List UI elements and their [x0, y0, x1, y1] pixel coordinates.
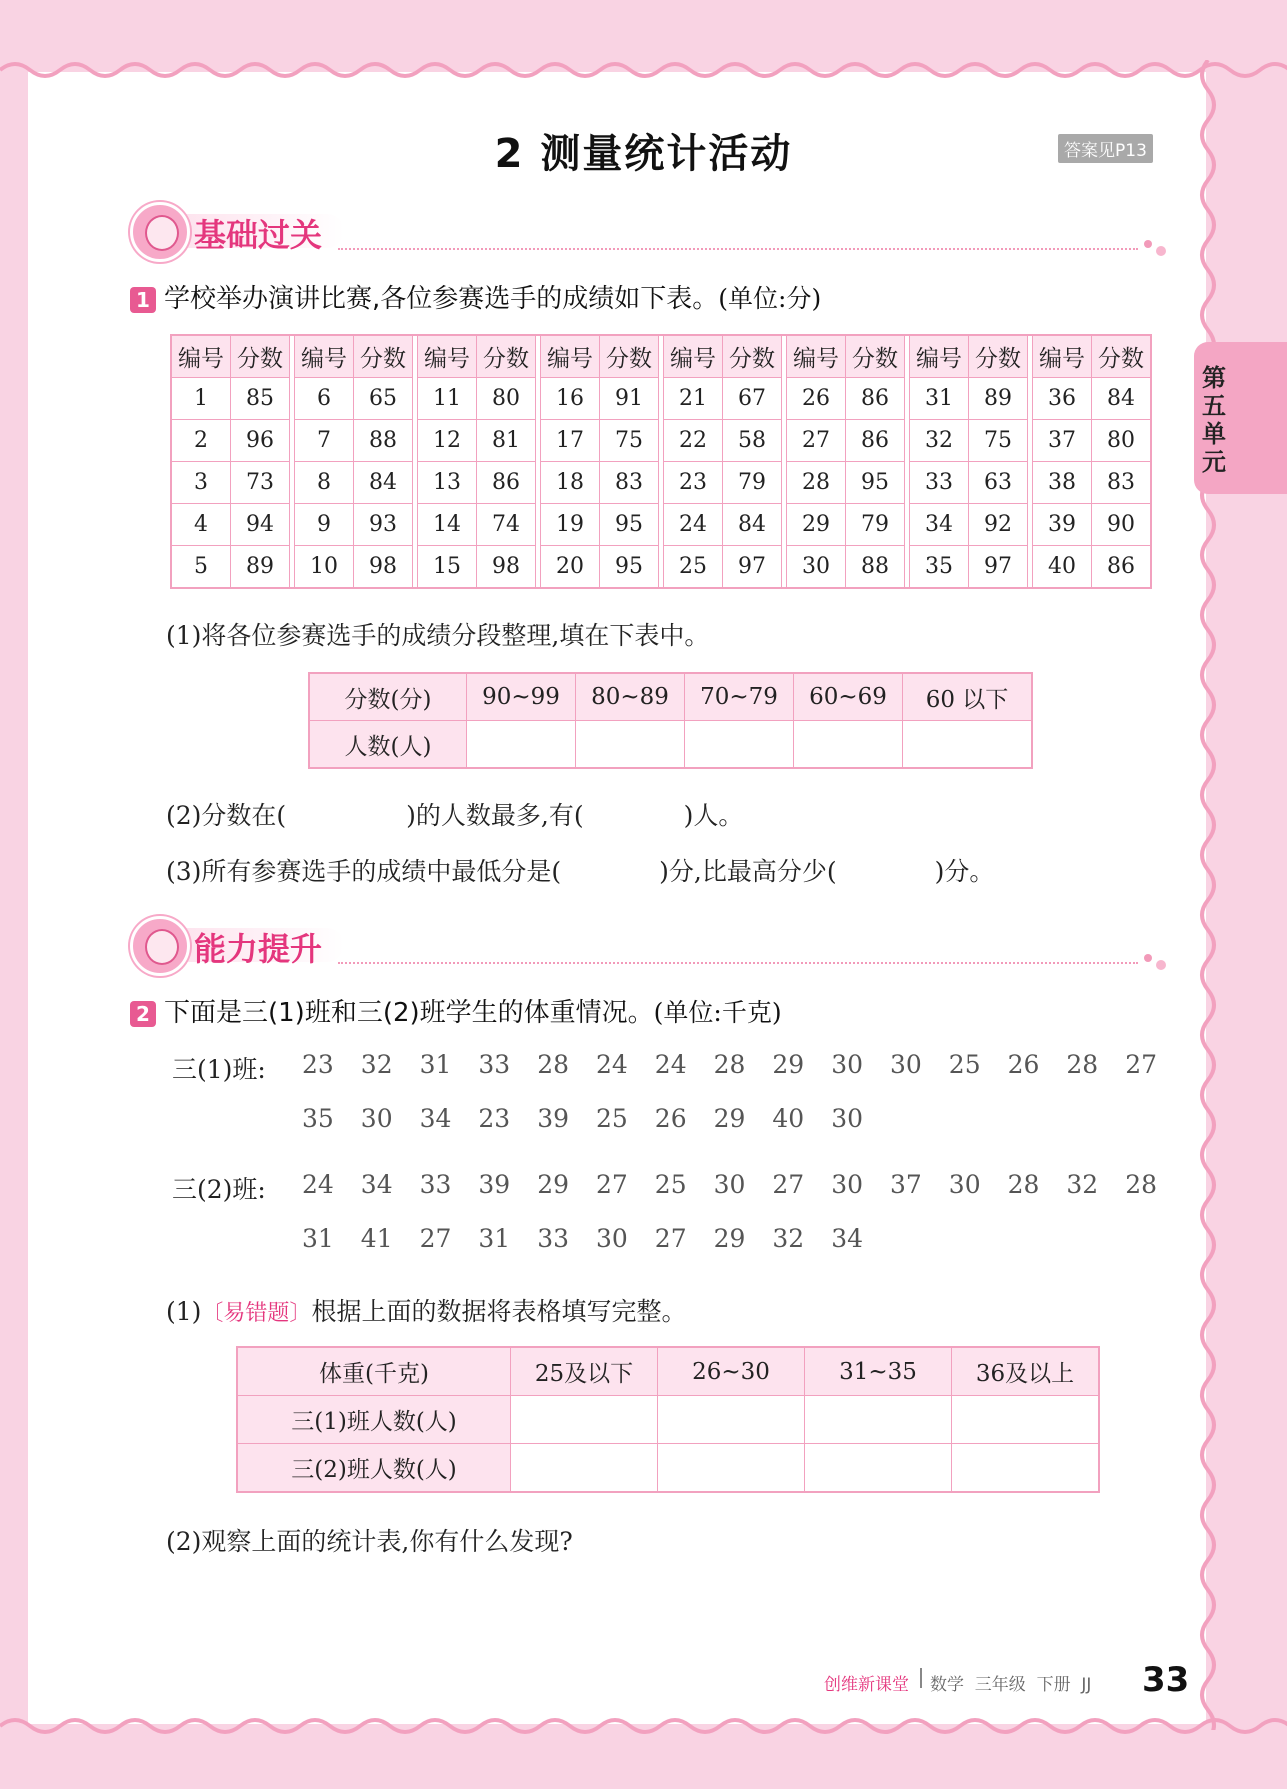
table-cell: 20: [541, 546, 600, 589]
weight-value: 29: [772, 1050, 805, 1079]
weight-value: 32: [1066, 1170, 1099, 1199]
table-cell: 84: [354, 462, 413, 504]
table-row: [237, 1396, 1099, 1444]
weight-value: 33: [537, 1224, 569, 1253]
page-title: 2 测量统计活动: [494, 131, 793, 177]
question-1: [130, 278, 821, 315]
weight-value: 34: [360, 1170, 393, 1199]
q1-sub2-part-c: )人。: [683, 801, 744, 830]
weight-value: 33: [478, 1050, 511, 1079]
table-cell: 83: [600, 462, 659, 504]
table-cell: 95: [600, 546, 659, 589]
table-cell: 11: [418, 378, 477, 420]
wave-border-right: [1196, 60, 1220, 1730]
table-cell: 24: [664, 504, 723, 546]
weight-value: 26: [654, 1104, 687, 1133]
table-header-cell: 分数: [1092, 335, 1152, 378]
table-header-cell: 分数: [723, 335, 782, 378]
class1-weights-row1: [172, 1050, 1172, 1086]
table-header-cell: 分数(分): [309, 673, 467, 721]
question-2: [130, 992, 782, 1029]
weight-value: 23: [478, 1104, 511, 1133]
table-cell: 90: [1092, 504, 1152, 546]
table-cell: 86: [846, 420, 905, 462]
divider-dot: [1156, 246, 1166, 256]
table-cell: 98: [354, 546, 413, 589]
weight-value: 32: [772, 1224, 805, 1253]
answer-reference-tag: 答案见P13: [1058, 134, 1153, 163]
class2-label: 三(2)班:: [172, 1175, 266, 1204]
table-header-cell: 编号: [418, 335, 477, 378]
table-header-cell: 编号: [910, 335, 969, 378]
weight-value: 25: [948, 1050, 981, 1079]
weight-value: 37: [890, 1170, 922, 1199]
weight-value: 27: [419, 1224, 452, 1253]
weight-value: 30: [596, 1224, 628, 1253]
table-cell: 33: [910, 462, 969, 504]
table-row: [171, 504, 1151, 546]
table-cell: 75: [600, 420, 659, 462]
table-cell: 10: [295, 546, 354, 589]
table-cell: 25: [664, 546, 723, 589]
table-header-cell: 分数: [846, 335, 905, 378]
table-row: [309, 721, 1032, 769]
dotted-divider: [338, 962, 1138, 964]
table-cell: 93: [354, 504, 413, 546]
table-cell: 5: [171, 546, 231, 589]
table-cell: 85: [231, 378, 290, 420]
table-cell: 1: [171, 378, 231, 420]
footer-brand: 创维新课堂: [824, 1675, 909, 1695]
weight-value: 31: [419, 1050, 452, 1079]
table-header-cell: 80~89: [576, 673, 685, 721]
table-header-cell: 31~35: [805, 1347, 952, 1396]
weight-value: 30: [831, 1050, 863, 1079]
q2-sub1: [166, 1292, 686, 1328]
table-cell: 74: [477, 504, 536, 546]
weight-value: 28: [537, 1050, 569, 1079]
table-cell: 89: [969, 378, 1028, 420]
section-basic-header: [128, 200, 1168, 260]
table-cell: 36: [1033, 378, 1092, 420]
weight-value: 28: [1007, 1170, 1040, 1199]
table-header-cell: 编号: [295, 335, 354, 378]
cartoon-avatar-icon: [130, 916, 190, 976]
question-2-text: 下面是三(1)班和三(2)班学生的体重情况。: [164, 998, 654, 1028]
table-row: [171, 378, 1151, 420]
table-header-cell: 25及以下: [511, 1347, 658, 1396]
table-cell: 28: [787, 462, 846, 504]
table-cell: 15: [418, 546, 477, 589]
q1-sub2: [166, 796, 743, 832]
table-cell: 58: [723, 420, 782, 462]
table-cell: 91: [600, 378, 659, 420]
table-cell: 79: [723, 462, 782, 504]
table-cell: 14: [418, 504, 477, 546]
table-row: [171, 546, 1151, 589]
weight-value: 27: [1125, 1050, 1157, 1079]
table-header-cell: 人数(人): [309, 721, 467, 769]
table-row: [309, 673, 1032, 721]
table-cell: 80: [477, 378, 536, 420]
weight-value: 41: [360, 1224, 393, 1253]
table-cell: 34: [910, 504, 969, 546]
weight-value: 27: [654, 1224, 687, 1253]
table-cell: 89: [231, 546, 290, 589]
answer-cell[interactable]: [903, 721, 1033, 769]
table-cell: 18: [541, 462, 600, 504]
weight-value: 29: [713, 1104, 746, 1133]
q1-sub3-part-c: )分。: [934, 857, 995, 886]
table-cell: 65: [354, 378, 413, 420]
weight-value: 23: [302, 1050, 334, 1079]
table-cell: 16: [541, 378, 600, 420]
question-2-unit: (单位:千克): [653, 998, 782, 1027]
table-cell: 97: [723, 546, 782, 589]
table-header-cell: 编号: [541, 335, 600, 378]
table-cell: 80: [1092, 420, 1152, 462]
weight-value: 39: [537, 1104, 569, 1133]
table-cell: 95: [846, 462, 905, 504]
footer-info: 数学 三年级 下册 JJ: [930, 1675, 1092, 1695]
table-row: [171, 462, 1151, 504]
unit-side-tab: [1194, 342, 1287, 494]
table-row: [171, 420, 1151, 462]
table-header-cell: 60 以下: [903, 673, 1033, 721]
section-advanced-header: [128, 914, 1168, 974]
table-row: [237, 1347, 1099, 1396]
table-header-cell: 分数: [477, 335, 536, 378]
table-cell: 30: [787, 546, 846, 589]
table-cell: 22: [664, 420, 723, 462]
q2-sub1-text: 根据上面的数据将表格填写完整。: [311, 1297, 687, 1326]
table-cell: 88: [354, 420, 413, 462]
weight-value: 27: [772, 1170, 805, 1199]
table-cell: 39: [1033, 504, 1092, 546]
table-header-cell: 三(1)班人数(人): [237, 1396, 511, 1444]
wave-border-top: [0, 58, 1287, 82]
weight-value: 30: [948, 1170, 981, 1199]
footer-divider: [920, 1668, 922, 1688]
table-cell: 26: [787, 378, 846, 420]
weight-value: 28: [1066, 1050, 1099, 1079]
table-header-cell: 编号: [664, 335, 723, 378]
table-cell: 86: [1092, 546, 1152, 589]
weight-value: 30: [890, 1050, 922, 1079]
weight-value: 27: [596, 1170, 628, 1199]
weight-value: 29: [713, 1224, 746, 1253]
q1-sub1: (1)将各位参赛选手的成绩分段整理,填在下表中。: [166, 621, 710, 650]
table-cell: 92: [969, 504, 1028, 546]
weight-value: 34: [831, 1224, 863, 1253]
table-header-cell: 编号: [171, 335, 231, 378]
page-number: 33: [1142, 1660, 1190, 1700]
table-cell: 81: [477, 420, 536, 462]
weight-value: 33: [419, 1170, 452, 1199]
table-cell: 29: [787, 504, 846, 546]
table-cell: 96: [231, 420, 290, 462]
class2-weights-row2: [172, 1224, 1172, 1260]
cartoon-avatar-icon: [130, 202, 190, 262]
weight-value: 30: [360, 1104, 393, 1133]
weight-value: 24: [596, 1050, 628, 1079]
weight-value: 40: [772, 1104, 805, 1133]
table-cell: 86: [477, 462, 536, 504]
answer-cell[interactable]: [658, 1396, 805, 1444]
table-cell: 6: [295, 378, 354, 420]
table-cell: 75: [969, 420, 1028, 462]
question-1-unit: (单位:分): [718, 284, 822, 313]
table-cell: 13: [418, 462, 477, 504]
table-cell: 8: [295, 462, 354, 504]
divider-dot: [1156, 960, 1166, 970]
answer-cell[interactable]: [576, 721, 685, 769]
divider-dot: [1144, 954, 1152, 962]
q1-sub3-part-a: (3)所有参赛选手的成绩中最低分是(: [166, 857, 562, 886]
table-cell: 38: [1033, 462, 1092, 504]
table-cell: 83: [1092, 462, 1152, 504]
weight-value: 24: [302, 1170, 334, 1199]
table-cell: 7: [295, 420, 354, 462]
class1-label: 三(1)班:: [172, 1055, 266, 1084]
table-header-cell: 60~69: [794, 673, 903, 721]
table-cell: 31: [910, 378, 969, 420]
error-prone-tag: 〔易错题〕: [201, 1301, 312, 1326]
table-cell: 2: [171, 420, 231, 462]
answer-cell[interactable]: [794, 721, 903, 769]
q2-sub2: (2)观察上面的统计表,你有什么发现?: [166, 1527, 573, 1556]
table-cell: 98: [477, 546, 536, 589]
table-cell: 86: [846, 378, 905, 420]
table-cell: 95: [600, 504, 659, 546]
table-cell: 84: [1092, 378, 1152, 420]
table-cell: 84: [723, 504, 782, 546]
q1-sub2-part-a: (2)分数在(: [166, 801, 287, 830]
table-header-cell: 分数: [231, 335, 290, 378]
table-cell: 35: [910, 546, 969, 589]
weight-value: 31: [478, 1224, 511, 1253]
table-header-row: [171, 335, 1151, 378]
weight-value: 29: [537, 1170, 569, 1199]
table-cell: 63: [969, 462, 1028, 504]
table-row: [237, 1444, 1099, 1493]
table-cell: 17: [541, 420, 600, 462]
table-header-cell: 36及以上: [952, 1347, 1100, 1396]
weight-value: 28: [713, 1050, 746, 1079]
table-header-cell: 26~30: [658, 1347, 805, 1396]
section-advanced-title: 能力提升: [194, 930, 323, 968]
table-cell: 73: [231, 462, 290, 504]
table-cell: 27: [787, 420, 846, 462]
table-cell: 3: [171, 462, 231, 504]
table-header-cell: 分数: [600, 335, 659, 378]
weight-value: 39: [478, 1170, 511, 1199]
weight-value: 30: [831, 1104, 863, 1133]
answer-cell[interactable]: [952, 1396, 1100, 1444]
table-cell: 94: [231, 504, 290, 546]
table-header-cell: 三(2)班人数(人): [237, 1444, 511, 1493]
weight-value: 30: [713, 1170, 746, 1199]
q1-sub2-part-b: )的人数最多,有(: [406, 801, 584, 830]
question-1-text: 学校举办演讲比赛,各位参赛选手的成绩如下表。: [164, 284, 719, 314]
table-cell: 32: [910, 420, 969, 462]
score-range-table: [308, 672, 1033, 769]
question-number-badge: 2: [130, 1001, 156, 1027]
table-cell: 21: [664, 378, 723, 420]
answer-cell[interactable]: [685, 721, 794, 769]
scores-table: [170, 334, 1152, 589]
weight-range-table: [236, 1346, 1100, 1493]
weight-value: 26: [1007, 1050, 1040, 1079]
weight-value: 31: [302, 1224, 334, 1253]
table-cell: 37: [1033, 420, 1092, 462]
table-cell: 12: [418, 420, 477, 462]
weight-value: 24: [654, 1050, 687, 1079]
answer-cell[interactable]: [952, 1444, 1100, 1493]
answer-cell[interactable]: [511, 1444, 658, 1493]
weight-value: 30: [831, 1170, 863, 1199]
table-header-cell: 分数: [969, 335, 1028, 378]
q1-sub3-part-b: )分,比最高分少(: [659, 857, 837, 886]
table-cell: 23: [664, 462, 723, 504]
table-cell: 67: [723, 378, 782, 420]
weight-value: 34: [419, 1104, 452, 1133]
answer-cell[interactable]: [805, 1396, 952, 1444]
answer-cell[interactable]: [467, 721, 576, 769]
answer-cell[interactable]: [805, 1444, 952, 1493]
table-cell: 97: [969, 546, 1028, 589]
unit-side-tab-label: 第五单元: [1202, 364, 1226, 476]
table-cell: 79: [846, 504, 905, 546]
class1-weights-row2: [172, 1104, 1172, 1140]
dotted-divider: [338, 248, 1138, 250]
table-cell: 4: [171, 504, 231, 546]
q1-sub3: [166, 852, 994, 888]
table-header-cell: 90~99: [467, 673, 576, 721]
question-number-badge: 1: [130, 287, 156, 313]
table-header-cell: 分数: [354, 335, 413, 378]
table-header-cell: 编号: [1033, 335, 1092, 378]
table-cell: 9: [295, 504, 354, 546]
divider-dot: [1144, 240, 1152, 248]
table-header-cell: 编号: [787, 335, 846, 378]
table-header-cell: 70~79: [685, 673, 794, 721]
weight-value: 35: [302, 1104, 334, 1133]
section-basic-title: 基础过关: [194, 216, 323, 254]
q2-sub1-prefix: (1): [166, 1297, 202, 1326]
table-header-cell: 体重(千克): [237, 1347, 511, 1396]
weight-value: 25: [596, 1104, 628, 1133]
answer-cell[interactable]: [658, 1444, 805, 1493]
answer-cell[interactable]: [511, 1396, 658, 1444]
wave-border-bottom: [0, 1714, 1287, 1738]
weight-value: 25: [654, 1170, 687, 1199]
class2-weights-row1: [172, 1170, 1172, 1206]
weight-value: 32: [360, 1050, 393, 1079]
weight-value: 28: [1125, 1170, 1157, 1199]
table-cell: 40: [1033, 546, 1092, 589]
table-cell: 19: [541, 504, 600, 546]
table-cell: 88: [846, 546, 905, 589]
